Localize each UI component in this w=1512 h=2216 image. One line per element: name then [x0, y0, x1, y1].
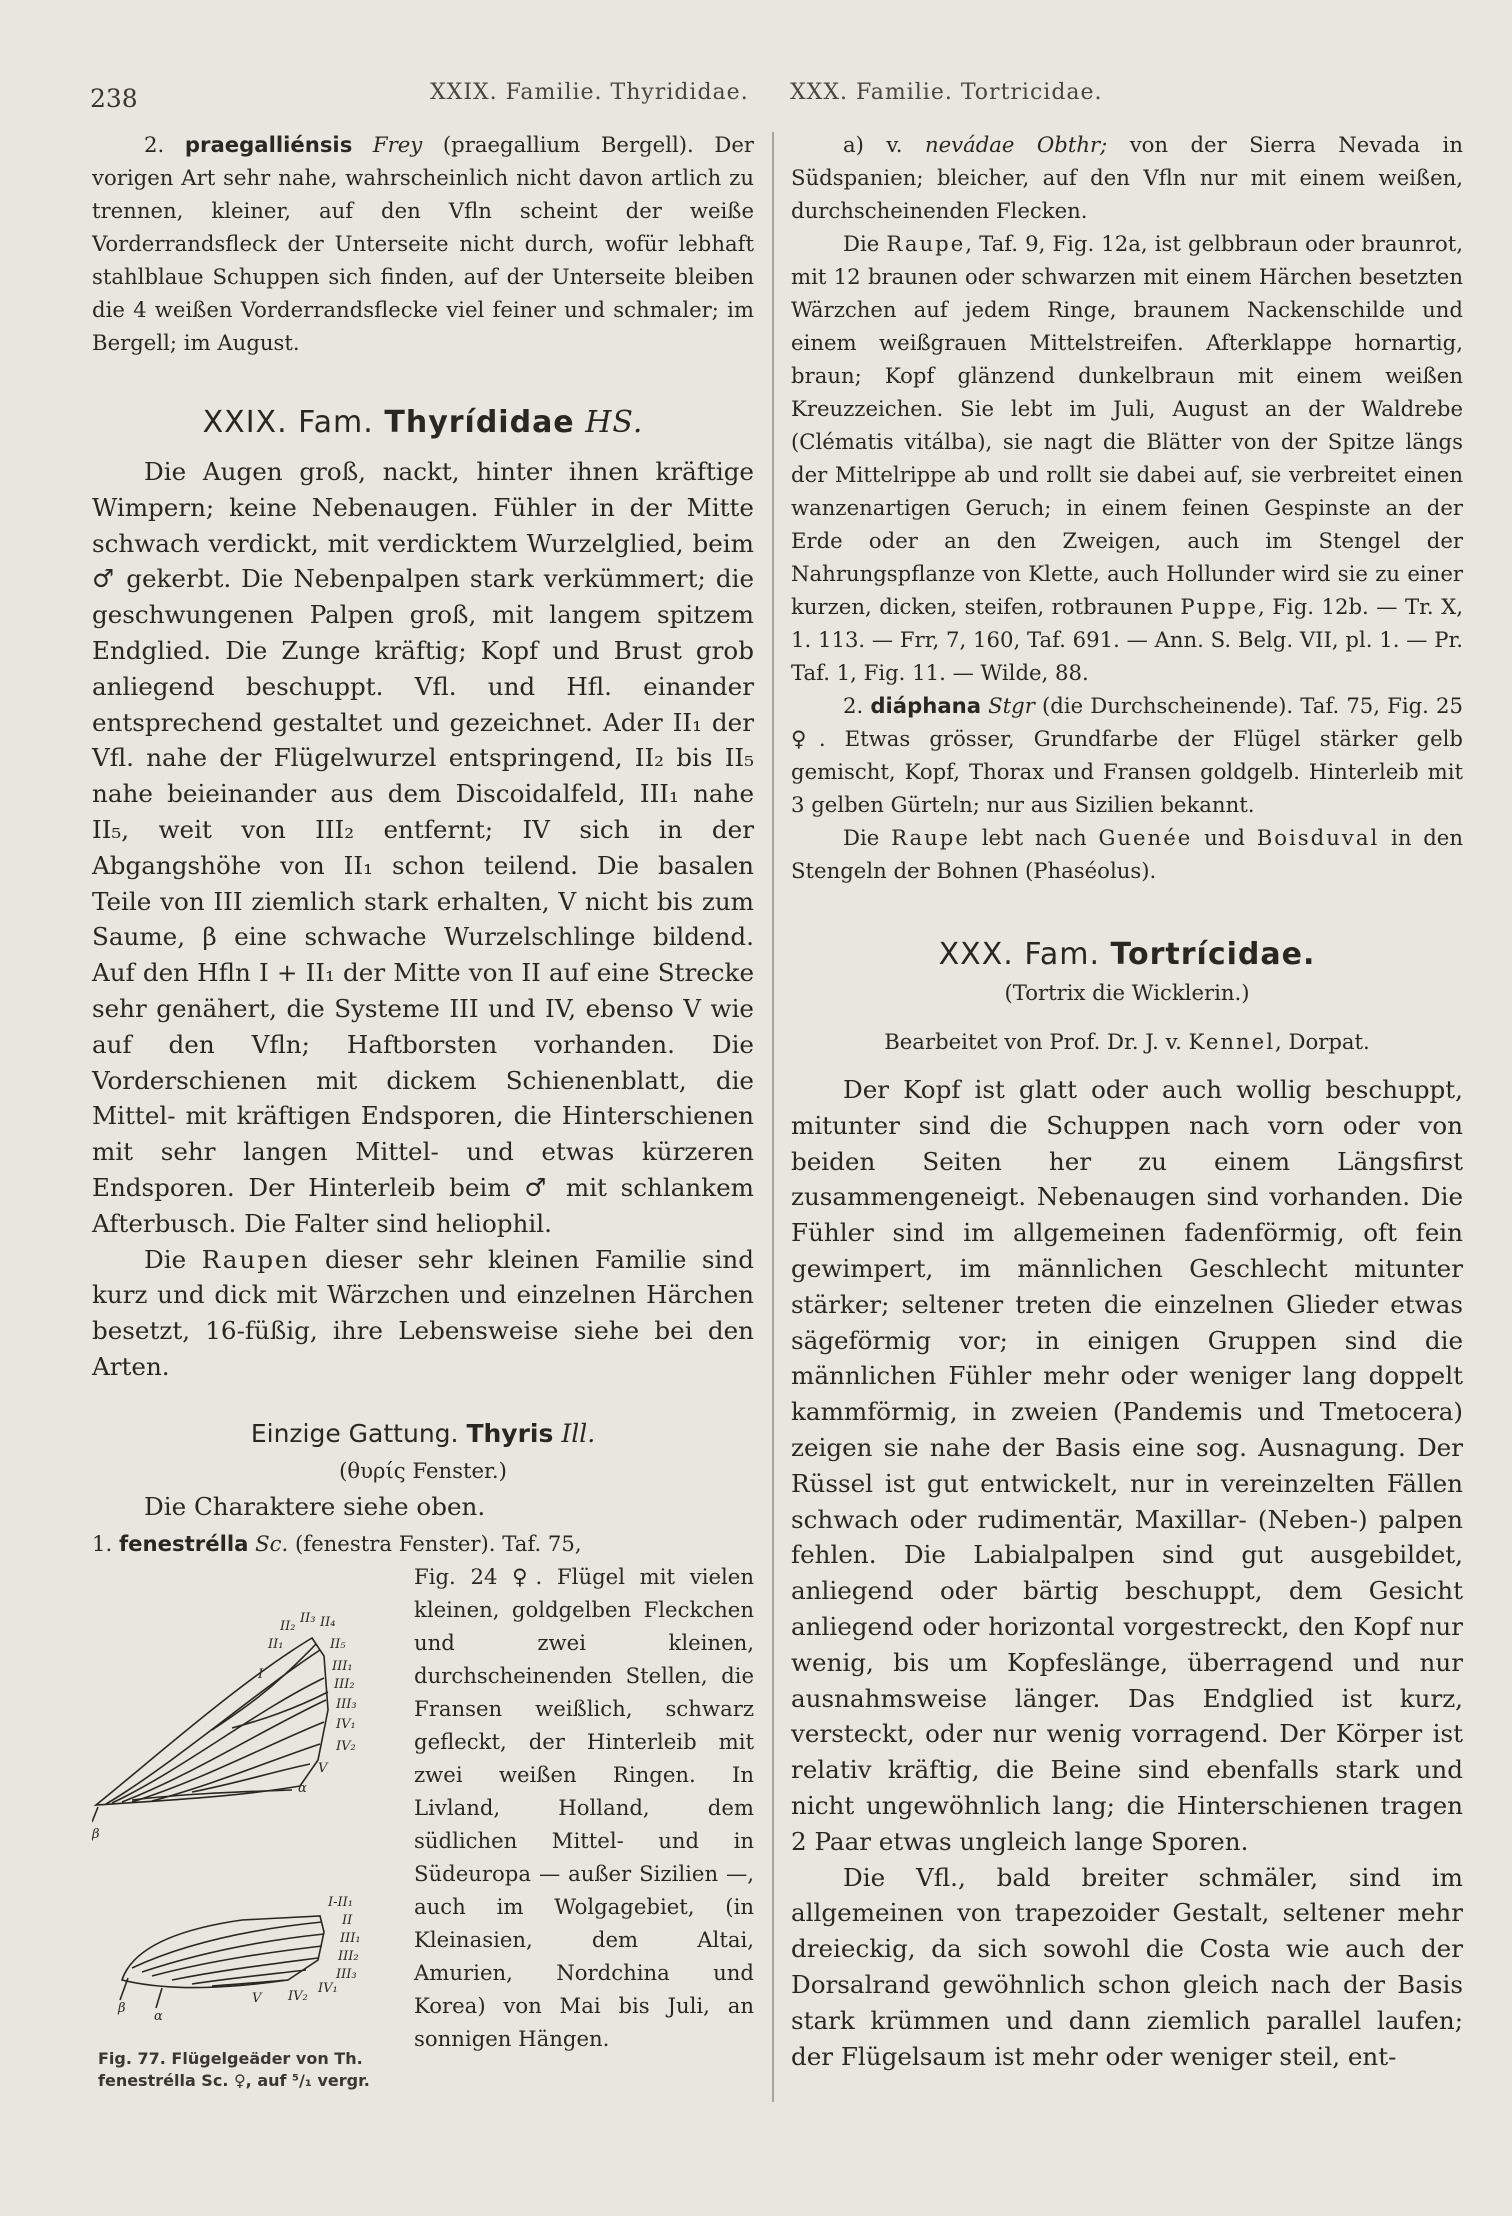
paragraph-lead: Die	[843, 231, 880, 256]
larva-paragraph-2	[791, 821, 1463, 887]
species-text: (praegallium Bergell). Der vorigen Art sehr nahe, wahrscheinlich nicht davon artlich zu trennen, kleiner, auf den Vfln scheint der weiße Vorderrandsfleck der Unterseite nicht durch, wofür lebhaft stahlblaue Schuppen sich finden, auf der Unterseite bleiben die 4 weißen Vorderrandsflecke viel feiner und schmaler; im Bergell; im August.	[92, 132, 754, 355]
variety-label: a) v.	[843, 132, 903, 157]
paragraph-lead: Die	[843, 825, 880, 850]
family-heading-tortricidae	[791, 937, 1463, 972]
hindwing-beta	[120, 1978, 128, 2000]
spaced-term: Puppe	[1180, 594, 1258, 619]
hw-label: III₃	[336, 1966, 357, 1982]
family-heading-thyrididae	[92, 405, 754, 440]
caption-line: Fig. 77. Flügelgeäder von Th.	[98, 2048, 363, 2068]
paragraph-text: , Fig. 12b. — Tr. X, 1. 113. — Frr, 7, 160, Taf. 691. — Ann. S. Belg. VII, pl. 1. — Pr. Taf. 1, Fig. 11. — Wilde, 88.	[791, 594, 1463, 685]
family-description: Der Kopf ist glatt oder auch wollig beschuppt, mitunter sind die Schuppen nach vorn oder von beiden Seiten her zu einem Längsfirst zusammengeneigt. Nebenaugen sind vorhanden. Die Fühler sind im allgemeinen fadenförmig, oft fein gewimpert, im männlichen Geschlecht mitunter stärker; seltener treten die einzelnen Glieder etwas sägeförmig vor; in einigen Gruppen sind die männlichen Fühler mehr oder weniger lang doppelt kammförmig, in zweien (Pandemis und Tmetocera) zeigen sie nahe der Basis eine sog. Ausnagung. Der Rüssel ist gut entwickelt, nur in vereinzelten Fällen schwach oder rudimentär, Maxillar- (Neben-) palpen fehlen. Die Labialpalpen sind gut ausgebildet, anliegend oder bärtig beschuppt, dem Gesicht anliegend oder horizontal vorgestreckt, den Kopf nur wenig, bis um Kopfeslänge, überragend und nur ausnahmsweise länger. Das Endglied ist kurz, versteckt, oder nur wenig vorragend. Der Körper ist relativ kräftig, die Beine sind ebenfalls stark und nicht ungewöhnlich lang; die Hinterschienen tragen 2 Paar etwas ungleich lange Sporen.	[791, 1075, 1463, 1856]
hw-label: IV₂	[288, 1988, 308, 2004]
species-number: 1.	[92, 1530, 113, 1556]
spaced-term: Raupe	[891, 825, 970, 850]
paragraph-text: , Taf. 9, Fig. 12a, ist gelbbraun oder braunrot, mit 12 braunen oder schwarzen mit einem Härchen besetzten Wärzchen auf jedem Ringe, braunem Nackenschilde und einem weißgrauen Mittelstreifen. Afterklappe hornartig, braun; Kopf glänzend dunkelbraun mit einem weißen Kreuzzeichen. Sie lebt im Juli, August an der Waldrebe (Clématis vitálba), sie nagt die Blätter von der Spitze längs der Mittelrippe ab und rollt sie dabei auf, sie verbreitet einen wanzenartigen Geruch; in einem feinen Gespinste an der Erde oder an den Zweigen, auch im Stengel der Nahrungspflanze von Klette, auch Hollunder wird sie zu einer kurzen, dicken, steifen, rotbraunen	[791, 231, 1463, 619]
left-running-title: XXIX. Familie. Thyrididae.	[430, 80, 749, 105]
family-description-2: Die Vfl., bald breiter schmäler, sind im allgemeinen von trapezoider Gestalt, seltener mehr dreieckig, da sich sowohl die Costa wie auch der Dorsalrand gewöhnlich schon gleich nach der Basis stark krümmen und dann ziemlich parallel laufen; der Flügelsaum ist mehr oder weniger steil, ent-	[791, 1862, 1463, 2071]
paragraph-text: und	[1204, 825, 1245, 850]
fw-label: II₁	[268, 1636, 284, 1652]
paragraph-lead: Die	[144, 1244, 187, 1274]
hw-label: III₁	[340, 1930, 361, 1946]
right-running-title: XXX. Familie. Tortricidae.	[790, 80, 1103, 105]
variety-name: nevádae	[924, 132, 1015, 157]
right-column	[791, 128, 1463, 2074]
hw-label: α	[154, 2008, 163, 2024]
species-entry-fenestrella-text: Fig. 24 ♀. Flügel mit vielen kleinen, goldgelben Fleckchen und zwei kleinen, durchscheinenden Stellen, die Fransen weißlich, schwarz gefleckt, der Hinterleib mit zwei weißen Ringen. In Livland, Holland, dem südlichen Mittel- und in Südeuropa — außer Sizilien —, auch im Wolgagebiet, (in Kleinasien, dem Altai, Amurien, Nordchina und Korea) von Mai bis Juli, an sonnigen Hängen.	[414, 1563, 754, 2051]
editor-name: Kennel	[1188, 1029, 1275, 1054]
genus-name: Thyris	[466, 1418, 554, 1448]
author-name: Boisduval	[1256, 825, 1380, 850]
author-name: Guenée	[1098, 825, 1193, 850]
species-entry-praegalliensis	[92, 128, 754, 359]
hindwing-vein-5	[192, 1970, 306, 1984]
hw-label: IV₁	[318, 1980, 338, 1996]
family-larvae-paragraph	[92, 1242, 754, 1385]
family-name: Tortrícidae.	[1110, 937, 1316, 972]
fw-label: II₅	[330, 1636, 346, 1652]
hw-label: β	[118, 2000, 126, 2016]
left-column	[92, 128, 754, 2090]
fw-label: IV₁	[336, 1716, 356, 1732]
hw-label: I-II₁	[328, 1894, 354, 1910]
hw-label: V	[252, 1990, 262, 2006]
fw-label: II₄	[320, 1614, 336, 1630]
editor-line	[791, 1025, 1463, 1058]
family-name: Thyrídidae	[384, 405, 575, 440]
fw-label: V	[318, 1760, 328, 1776]
forewing-outline	[96, 1638, 328, 1805]
page-number: 238	[90, 84, 138, 113]
family-roman: XXIX. Fam.	[202, 405, 374, 440]
genus-author: Ill.	[561, 1418, 596, 1448]
hw-label: III₂	[338, 1948, 359, 1964]
species-name: diáphana	[870, 693, 981, 718]
figure-block	[92, 1560, 754, 2090]
paragraph-text: lebt nach	[981, 825, 1087, 850]
running-header	[0, 80, 1512, 120]
figure-caption	[98, 2048, 370, 2092]
species-text: (die Durchscheinende). Taf. 75, Fig. 25 ♀. Etwas grösser, Grundfarbe der Flügel stärker gelb gemischt, Kopf, Thorax und Fransen goldgelb. Hinterleib mit 3 gelben Gürteln; nur aus Sizilien bekannt.	[791, 693, 1463, 817]
fw-label: III₁	[332, 1658, 353, 1674]
genus-heading	[92, 1419, 754, 1448]
family-author: HS.	[585, 405, 644, 440]
fw-label: III₃	[336, 1696, 357, 1712]
species-author: Frey	[372, 132, 423, 157]
species-name: fenestrélla	[118, 1530, 249, 1556]
paragraph-rest: dieser sehr kleinen Familie sind kurz und dick mit Wärzchen und einzelnen Härchen besetzt, 16-füßig, ihre Lebensweise siehe bei den Arten.	[92, 1244, 754, 1381]
caption-line: fenestrélla Sc. ♀, auf ⁵/₁ vergr.	[98, 2070, 370, 2090]
fw-label: I	[258, 1666, 264, 1682]
fw-label: IV₂	[336, 1738, 356, 1754]
forewing-vein-2	[112, 1678, 324, 1803]
genus-prefix: Einzige Gattung.	[250, 1418, 459, 1448]
hw-label: II	[342, 1912, 353, 1928]
species-name: praegalliénsis	[184, 132, 353, 157]
fw-label: α	[298, 1780, 307, 1796]
hindwing-outline	[122, 1916, 324, 1988]
species-author: Stgr	[988, 693, 1035, 718]
larva-paragraph	[791, 227, 1463, 689]
species-number: 2.	[843, 693, 864, 718]
wing-venation-figure	[92, 1560, 412, 2050]
forewing-beta	[92, 1807, 98, 1822]
family-description: Die Augen groß, nackt, hinter ihnen kräftige Wimpern; keine Nebenaugen. Fühler in der Mitte schwach verdickt, mit verdicktem Wurzelglied, beim ♂ gekerbt. Die Nebenpalpen stark verkümmert; die geschwungenen Palpen groß, mit langem spitzem Endglied. Die Zunge kräftig; Kopf und Brust grob anliegend beschuppt. Vfl. und Hfl. einander entsprechend gestaltet und gezeichnet. Ader II₁ der Vfl. nahe der Flügelwurzel entspringend, II₂ bis II₅ nahe beieinander aus dem Discoidalfeld, III₁ nahe II₅, weit von III₂ entfernt; IV sich in der Abgangshöhe von II₁ schon teilend. Die basalen Teile von III ziemlich stark erhalten, V nicht bis zum Saume, β eine schwache Wurzelschlinge bildend. Auf den Hfln I + II₁ der Mitte von II auf eine Strecke sehr genähert, die Systeme III und IV, ebenso V wie auf den Vfln; Haftborsten vorhanden. Die Vorderschienen mit dickem Schienenblatt, die Mittel- mit kräftigen Endsporen, die Hinterschienen mit sehr langen Mittel- und etwas kürzeren Endsporen. Der Hinterleib beim ♂ mit schlankem Afterbusch. Die Falter sind heliophil.	[92, 457, 754, 1238]
forewing-vein-1	[106, 1650, 320, 1804]
species-lead-text: (fenestra Fenster). Taf. 75,	[295, 1530, 582, 1556]
fw-label: III₂	[334, 1676, 355, 1692]
family-roman: XXX. Fam.	[938, 937, 1100, 972]
fw-label: II₃	[300, 1610, 316, 1626]
column-divider	[772, 132, 774, 2102]
species-number: 2.	[144, 132, 165, 157]
editor-place: , Dorpat.	[1274, 1029, 1370, 1054]
genus-etymology: (θυρίς Fenster.)	[339, 1457, 507, 1483]
family-subtitle: (Tortrix die Wicklerin.)	[1004, 980, 1250, 1005]
variety-author: Obthr;	[1036, 132, 1108, 157]
genus-note: Die Charaktere siehe oben.	[144, 1491, 486, 1521]
paragraph-text: in den Stengeln der Bohnen (Phaséolus).	[791, 825, 1463, 883]
editor-lead: Bearbeitet von Prof. Dr. J. v.	[884, 1029, 1182, 1054]
forewing-vein-9	[132, 1790, 292, 1800]
hindwing-alpha	[156, 1988, 162, 2008]
species-entry-diaphana	[791, 689, 1463, 821]
species-entry-fenestrella-lead	[92, 1527, 754, 1560]
variety-nevadae	[791, 128, 1463, 227]
fw-label: β	[92, 1826, 100, 1842]
spaced-term: Raupe	[886, 231, 966, 256]
species-author: Sc.	[255, 1530, 289, 1556]
fw-label: II₂	[280, 1618, 296, 1634]
variety-text: von der Sierra Nevada in Südspanien; bleicher, auf den Vfln nur mit einem weißen, durchscheinenden Flecken.	[791, 132, 1463, 223]
spaced-term: Raupen	[201, 1244, 310, 1274]
